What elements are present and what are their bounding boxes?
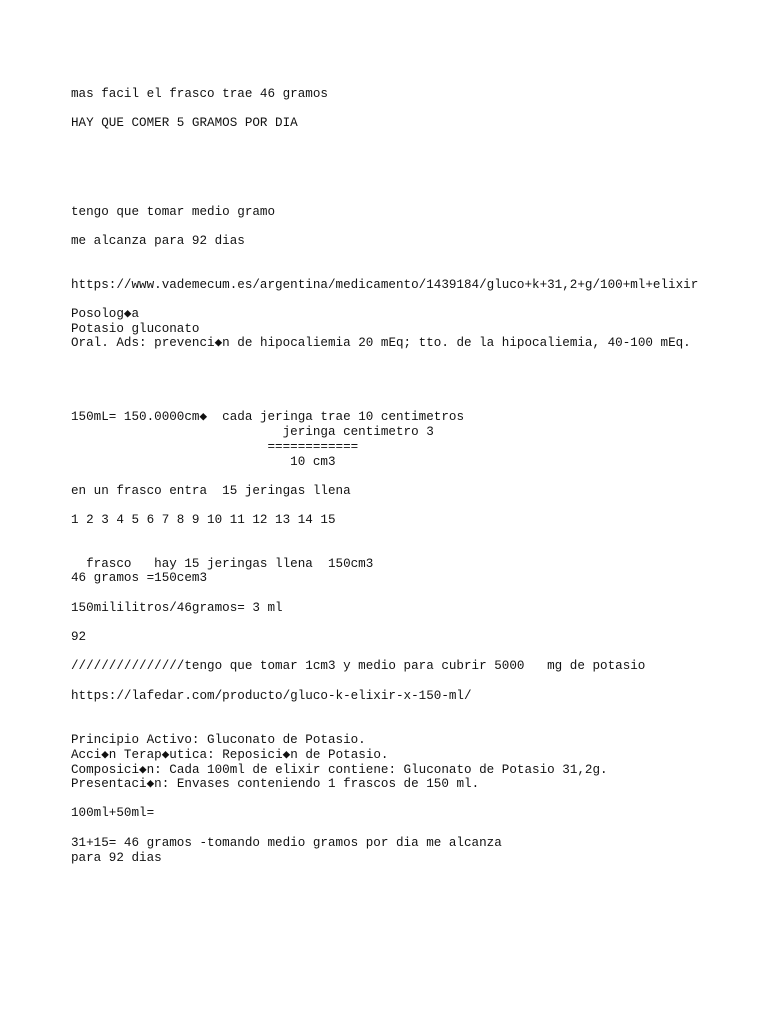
text-line: jeringa centimetro 3 [71,425,434,439]
text-line: 92 [71,630,87,644]
text-line: 46 gramos =150cem3 [71,571,208,585]
text-line: Principio Activo: Gluconato de Potasio. [71,733,366,747]
text-line: tengo que tomar medio gramo [71,205,276,219]
text-line: 150mL= 150.0000cm◆ cada jeringa trae 10 centimetros [71,410,465,424]
text-line: ///////////////tengo que tomar 1cm3 y medio para cubrir 5000 mg de potasio [71,659,646,673]
text-line: 1 2 3 4 5 6 7 8 9 10 11 12 13 14 15 [71,513,336,527]
text-line: Oral. Ads: prevenci◆n de hipocaliemia 20 mEq; tto. de la hipocaliemia, 40-100 mEq. [71,336,691,350]
text-line: me alcanza para 92 dias [71,234,245,248]
text-line: para 92 dias [71,851,162,865]
vademecum-url-text[interactable]: https://www.vademecum.es/argentina/medicamento/1439184/gluco+k+31,2+g/100+ml+elixir [71,278,699,292]
text-line: 10 cm3 [71,455,336,469]
text-line: ============ [71,440,359,454]
lafedar-url-text[interactable]: https://lafedar.com/producto/gluco-k-elixir-x-150-ml/ [71,689,472,703]
text-line: 150mililitros/46gramos= 3 ml [71,601,283,615]
text-line: HAY QUE COMER 5 GRAMOS POR DIA [71,116,298,130]
text-line: 100ml+50ml= [71,806,155,820]
text-line: Potasio gluconato [71,322,200,336]
text-line: 31+15= 46 gramos -tomando medio gramos por dia me alcanza [71,836,502,850]
text-line: frasco hay 15 jeringas llena 150cm3 [71,557,374,571]
text-line: Composici◆n: Cada 100ml de elixir contiene: Gluconato de Potasio 31,2g. [71,763,608,777]
text-line: Presentaci◆n: Envases conteniendo 1 frascos de 150 ml. [71,777,480,791]
text-line: en un frasco entra 15 jeringas llena [71,484,351,498]
text-line: Posolog◆a [71,307,140,321]
text-line: Acci◆n Terap◆utica: Reposici◆n de Potasio. [71,748,389,762]
text-line: mas facil el frasco trae 46 gramos [71,87,328,101]
